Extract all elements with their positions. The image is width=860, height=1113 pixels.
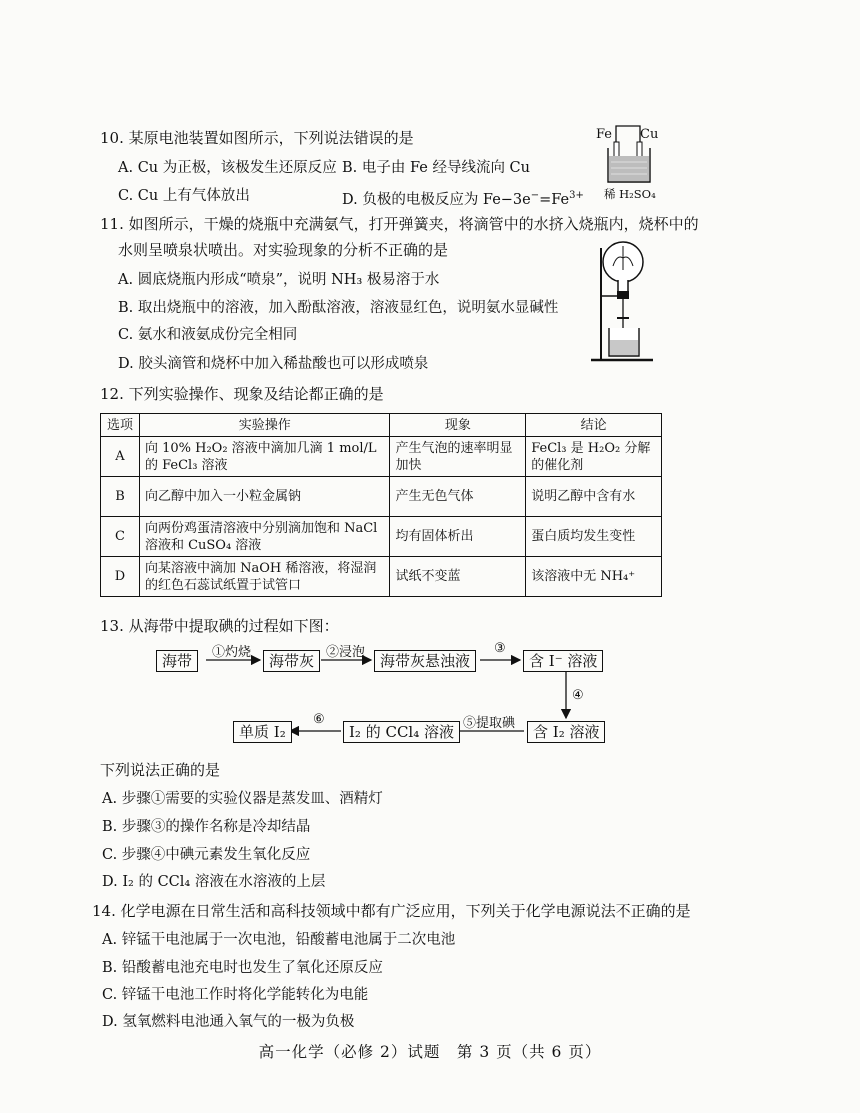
flow-box-ccl4-solution: I₂ 的 CCl₄ 溶液 xyxy=(343,721,460,743)
table-header-row xyxy=(101,414,662,437)
flow-box-iodine-solution: 含 I₂ 溶液 xyxy=(527,721,605,743)
table-row xyxy=(101,557,662,597)
step-4-label: ④ xyxy=(572,688,584,703)
row-option: D xyxy=(101,557,140,597)
row-phenomenon: 试纸不变蓝 xyxy=(390,557,526,597)
row-phenomenon: 产生无色气体 xyxy=(390,477,526,517)
row-option: C xyxy=(101,517,140,557)
q10-option-d: D. 负极的电极反应为 $Fe-3e^-=Fe^{3+}$ xyxy=(342,190,584,208)
cell-diagram xyxy=(596,122,666,188)
q13-stem: 13. 从海带中提取碘的过程如下图： xyxy=(100,617,339,635)
row-conclusion: 该溶液中无 NH₄⁺ xyxy=(526,557,662,597)
row-phenomenon: 产生气泡的速率明显加快 xyxy=(390,437,526,477)
q10-option-a: A. Cu 为正极，该极发生还原反应 xyxy=(118,160,337,176)
q13-option-d: D. I₂ 的 CCl₄ 溶液在水溶液的上层 xyxy=(102,874,326,890)
fe-label: Fe xyxy=(596,127,613,142)
row-conclusion: FeCl₃ 是 H₂O₂ 分解的催化剂 xyxy=(526,437,662,477)
cu-label: Cu xyxy=(640,127,659,142)
step-6-label: ⑥ xyxy=(313,712,325,727)
flow-box-kelp-ash: 海带灰 xyxy=(263,650,320,672)
flow-box-iodide-solution: 含 I⁻ 溶液 xyxy=(523,650,603,672)
q13-option-a: A. 步骤①需要的实验仪器是蒸发皿、酒精灯 xyxy=(102,791,383,807)
page-footer: 高一化学（必修 2）试题 第 3 页（共 6 页） xyxy=(258,1043,602,1061)
q14-stem: 14. 化学电源在日常生活和高科技领域中都有广泛应用，下列关于化学电源说法不正确的是 xyxy=(92,902,691,920)
flow-box-kelp: 海带 xyxy=(156,650,198,672)
q11-option-b: B. 取出烧瓶中的溶液，加入酚酞溶液，溶液显红色，说明氨水显碱性 xyxy=(118,300,559,316)
header-operation: 实验操作 xyxy=(139,414,390,437)
q12-stem: 12. 下列实验操作、现象及结论都正确的是 xyxy=(100,385,384,403)
q14-option-a: A. 锌锰干电池属于一次电池，铅酸蓄电池属于二次电池 xyxy=(102,932,456,948)
header-conclusion: 结论 xyxy=(526,414,662,437)
q13-option-b: B. 步骤③的操作名称是冷却结晶 xyxy=(102,819,311,835)
step-3-label: ③ xyxy=(494,641,506,656)
row-operation: 向两份鸡蛋清溶液中分别滴加饱和 NaCl 溶液和 CuSO₄ 溶液 xyxy=(139,517,390,557)
row-operation: 向 10% H₂O₂ 溶液中滴加几滴 1 mol/L 的 FeCl₃ 溶液 xyxy=(139,437,390,477)
header-option: 选项 xyxy=(101,414,140,437)
flow-box-iodine: 单质 I₂ xyxy=(233,721,292,743)
experiment-table xyxy=(100,413,662,597)
q10-stem: 10. 某原电池装置如图所示，下列说法错误的是 xyxy=(100,129,414,147)
q11-stem-line1: 11. 如图所示，干燥的烧瓶中充满氨气，打开弹簧夹，将滴管中的水挤入烧瓶内，烧杯中的 xyxy=(100,215,699,233)
row-option: B xyxy=(101,477,140,517)
row-conclusion: 说明乙醇中含有水 xyxy=(526,477,662,517)
row-conclusion: 蛋白质均发生变性 xyxy=(526,517,662,557)
q11-option-c: C. 氨水和液氨成份完全相同 xyxy=(118,327,298,343)
q11-stem-line2: 水则呈喷泉状喷出。对实验现象的分析不正确的是 xyxy=(118,241,449,259)
row-option: A xyxy=(101,437,140,477)
table-row xyxy=(101,477,662,517)
q14-option-c: C. 锌锰干电池工作时将化学能转化为电能 xyxy=(102,987,369,1003)
acid-label: 稀 H₂SO₄ xyxy=(604,187,656,201)
q13-option-c: C. 步骤④中碘元素发生氧化反应 xyxy=(102,847,311,863)
q14-option-b: B. 铅酸蓄电池充电时也发生了氧化还原反应 xyxy=(102,960,383,976)
galvanic-cell-figure xyxy=(596,122,666,204)
row-phenomenon: 均有固体析出 xyxy=(390,517,526,557)
step-1-label: ①灼烧 xyxy=(212,645,252,660)
q11-option-d: D. 胶头滴管和烧杯中加入稀盐酸也可以形成喷泉 xyxy=(118,356,429,372)
q10-option-b: B. 电子由 Fe 经导线流向 Cu xyxy=(342,160,530,176)
q11-option-a: A. 圆底烧瓶内形成“喷泉”，说明 NH₃ 极易溶于水 xyxy=(118,272,440,288)
table-row xyxy=(101,517,662,557)
q10-option-c: C. Cu 上有气体放出 xyxy=(118,188,250,204)
step-5-label: ⑤提取碘 xyxy=(463,716,516,731)
table-row xyxy=(101,437,662,477)
q13-substem: 下列说法正确的是 xyxy=(100,761,221,779)
step-2-label: ②浸泡 xyxy=(326,645,366,660)
flow-box-suspension: 海带灰悬浊液 xyxy=(374,650,476,672)
fountain-apparatus-figure xyxy=(583,236,663,366)
q14-option-d: D. 氢氧燃料电池通入氧气的一极为负极 xyxy=(102,1014,355,1030)
row-operation: 向某溶液中滴加 NaOH 稀溶液，将湿润的红色石蕊试纸置于试管口 xyxy=(139,557,390,597)
row-operation: 向乙醇中加入一小粒金属钠 xyxy=(139,477,390,517)
header-phenomenon: 现象 xyxy=(390,414,526,437)
